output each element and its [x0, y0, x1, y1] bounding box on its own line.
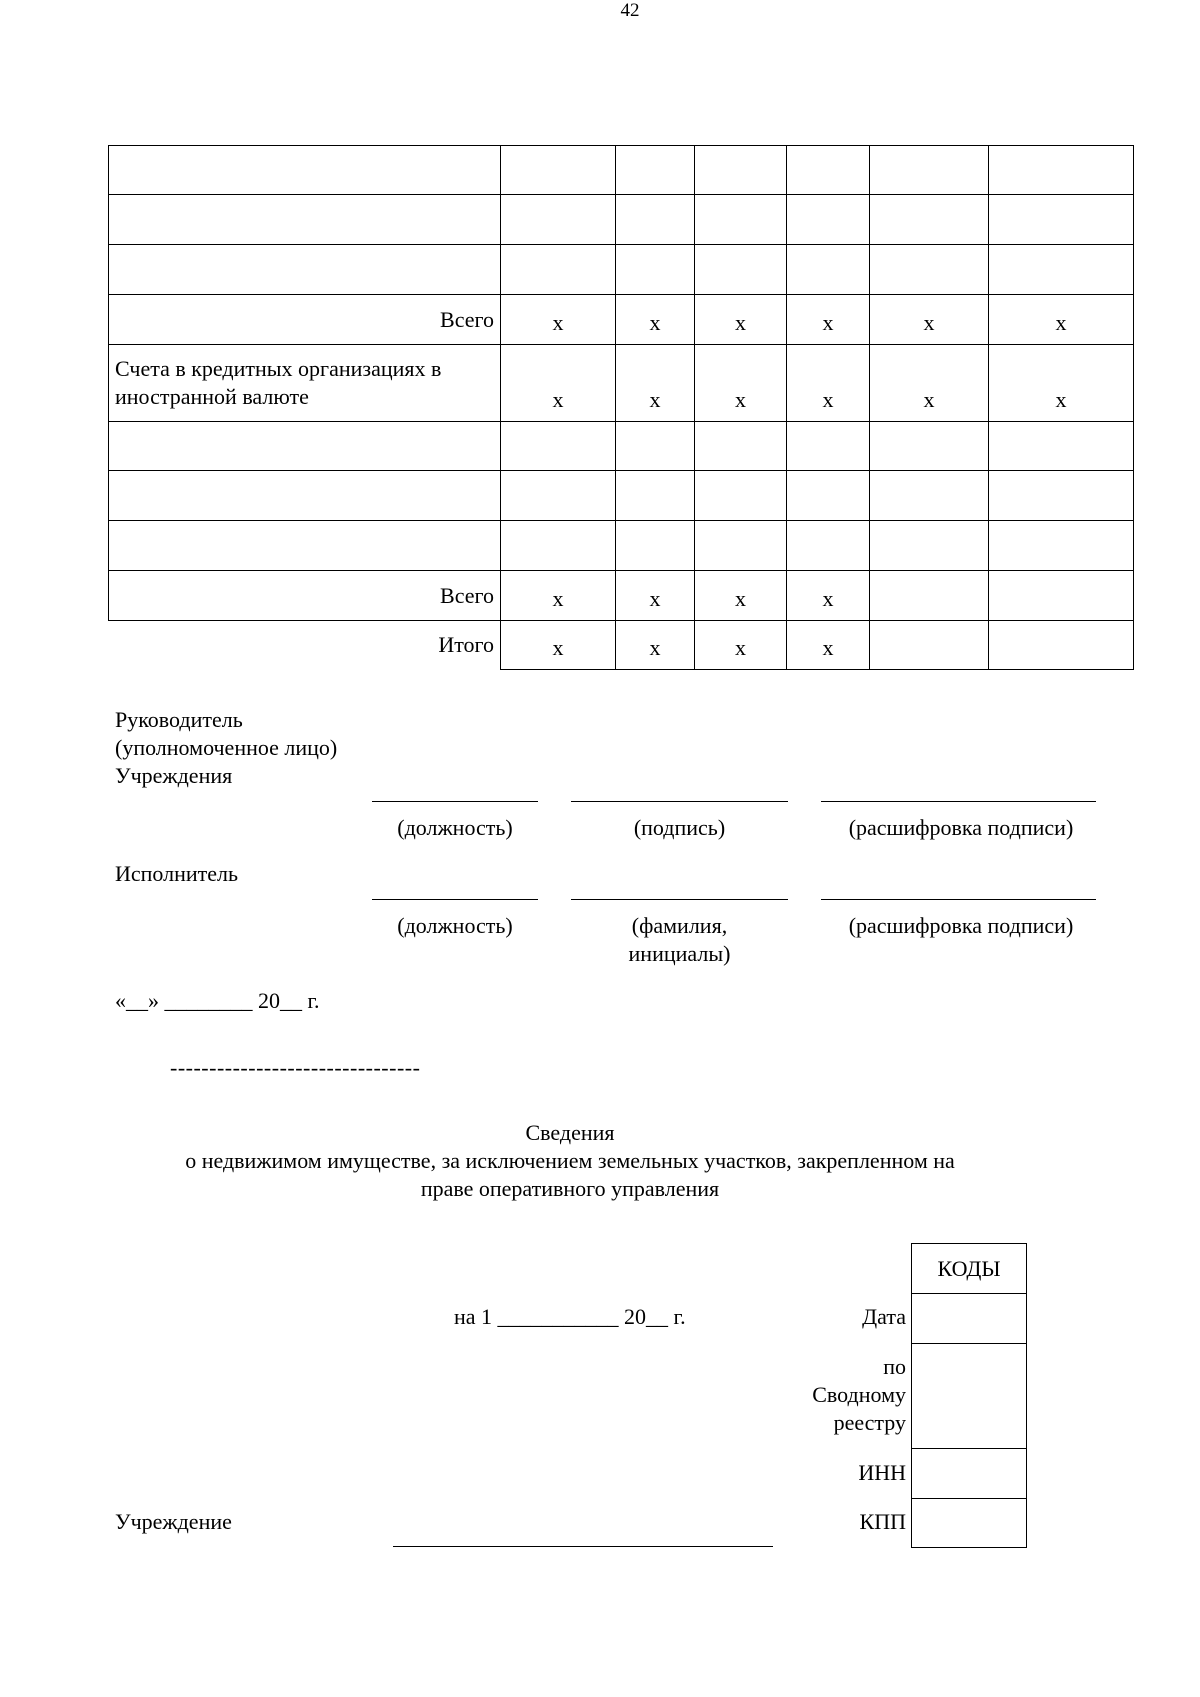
date-line: «__» ________ 20__ г. — [115, 988, 320, 1013]
table-row — [109, 295, 1134, 345]
code-date-label: Дата — [862, 1304, 906, 1329]
table-cell: x — [501, 571, 616, 621]
code-inn-label: ИНН — [858, 1460, 906, 1485]
row-label — [109, 521, 501, 571]
table-cell — [695, 195, 787, 245]
institution-label: Учреждение — [115, 1509, 232, 1534]
executor-label: Исполнитель — [115, 861, 239, 886]
head-label-line1: Руководитель — [115, 707, 243, 732]
table-cell — [989, 571, 1134, 621]
table-cell — [501, 471, 616, 521]
codes-header: КОДЫ — [912, 1244, 1027, 1294]
code-kpp-cell — [912, 1499, 1027, 1548]
table-cell — [989, 471, 1134, 521]
table-cell — [616, 195, 695, 245]
executor-position-line — [372, 899, 538, 900]
table-cell: x — [501, 295, 616, 345]
institution-line — [393, 1546, 773, 1547]
head-position-caption: (должность) — [397, 815, 513, 840]
accounts-table — [108, 145, 1134, 670]
table-cell — [870, 621, 989, 670]
table-row — [109, 245, 1134, 295]
separator: -------------------------------- — [170, 1055, 421, 1080]
code-registry-label-line1: по — [883, 1354, 906, 1379]
table-cell — [787, 422, 870, 471]
row-label — [109, 195, 501, 245]
codes-table — [911, 1243, 1027, 1548]
head-decoding-line — [821, 801, 1096, 802]
row-label — [109, 422, 501, 471]
table-cell — [989, 146, 1134, 195]
code-kpp-label: КПП — [859, 1509, 906, 1534]
head-signature-caption: (подпись) — [633, 815, 726, 840]
row-label: Всего — [109, 571, 501, 621]
row-label: Всего — [109, 295, 501, 345]
table-cell — [501, 146, 616, 195]
table-cell — [870, 146, 989, 195]
head-position-line — [372, 801, 538, 802]
head-decoding-caption: (расшифровка подписи) — [848, 815, 1074, 840]
table-cell — [870, 471, 989, 521]
table-row — [109, 345, 1134, 422]
table-cell: x — [787, 345, 870, 422]
table-cell: x — [787, 571, 870, 621]
table-cell — [616, 422, 695, 471]
table-cell: x — [870, 295, 989, 345]
table-cell — [501, 422, 616, 471]
table-cell — [695, 521, 787, 571]
table-cell — [616, 146, 695, 195]
table-cell: x — [616, 295, 695, 345]
table-cell: x — [695, 621, 787, 670]
executor-decoding-line — [821, 899, 1096, 900]
head-signature-line — [571, 801, 788, 802]
row-label: Итого — [109, 621, 501, 670]
as-of-date: на 1 ___________ 20__ г. — [454, 1304, 686, 1329]
table-cell: x — [989, 295, 1134, 345]
table-row — [109, 621, 1134, 670]
table-cell: x — [501, 345, 616, 422]
table-cell — [695, 146, 787, 195]
table-cell: x — [616, 345, 695, 422]
section-title: Сведения — [525, 1120, 615, 1145]
row-label: Счета в кредитных организациях в иностранной валюте — [109, 345, 501, 422]
table-cell — [989, 521, 1134, 571]
table-cell: x — [695, 571, 787, 621]
table-cell — [616, 245, 695, 295]
table-cell: x — [616, 621, 695, 670]
table-row — [109, 471, 1134, 521]
executor-decoding-caption: (расшифровка подписи) — [848, 913, 1074, 938]
table-cell — [695, 422, 787, 471]
table-cell — [870, 422, 989, 471]
table-cell — [787, 195, 870, 245]
code-inn-cell — [912, 1449, 1027, 1499]
table-cell — [501, 521, 616, 571]
table-cell: x — [616, 571, 695, 621]
table-row — [109, 422, 1134, 471]
table-cell — [501, 245, 616, 295]
section-subtitle-line2: праве оперативного управления — [420, 1176, 720, 1201]
table-row — [109, 146, 1134, 195]
table-cell — [616, 471, 695, 521]
table-cell — [695, 245, 787, 295]
table-cell: x — [501, 621, 616, 670]
executor-name-caption-line2: инициалы) — [628, 941, 731, 966]
table-cell — [870, 245, 989, 295]
table-cell — [989, 195, 1134, 245]
row-label — [109, 146, 501, 195]
table-cell — [787, 471, 870, 521]
executor-position-caption: (должность) — [397, 913, 513, 938]
page-number: 42 — [620, 0, 640, 21]
row-label — [109, 471, 501, 521]
table-cell: x — [870, 345, 989, 422]
table-cell: x — [787, 621, 870, 670]
row-label — [109, 245, 501, 295]
table-cell: x — [989, 345, 1134, 422]
table-row — [109, 571, 1134, 621]
executor-name-line — [571, 899, 788, 900]
table-cell — [695, 471, 787, 521]
table-cell — [787, 245, 870, 295]
table-cell: x — [787, 295, 870, 345]
table-cell — [989, 422, 1134, 471]
executor-name-caption-line1: (фамилия, — [631, 913, 728, 938]
table-cell — [989, 245, 1134, 295]
code-registry-label-line3: реестру — [833, 1410, 906, 1435]
table-cell — [787, 146, 870, 195]
table-cell: x — [695, 295, 787, 345]
code-registry-label-line2: Сводному — [812, 1382, 906, 1407]
table-cell — [616, 521, 695, 571]
table-cell — [870, 571, 989, 621]
table-cell: x — [695, 345, 787, 422]
table-row — [109, 521, 1134, 571]
head-label-line3: Учреждения — [115, 763, 233, 788]
table-row — [109, 195, 1134, 245]
table-cell — [501, 195, 616, 245]
table-cell — [870, 521, 989, 571]
table-cell — [870, 195, 989, 245]
code-registry-cell — [912, 1344, 1027, 1449]
table-cell — [989, 621, 1134, 670]
head-label-line2: (уполномоченное лицо) — [115, 735, 338, 760]
code-date-cell — [912, 1294, 1027, 1344]
section-subtitle-line1: о недвижимом имуществе, за исключением земельных участков, закрепленном на — [185, 1148, 955, 1173]
table-cell — [787, 521, 870, 571]
